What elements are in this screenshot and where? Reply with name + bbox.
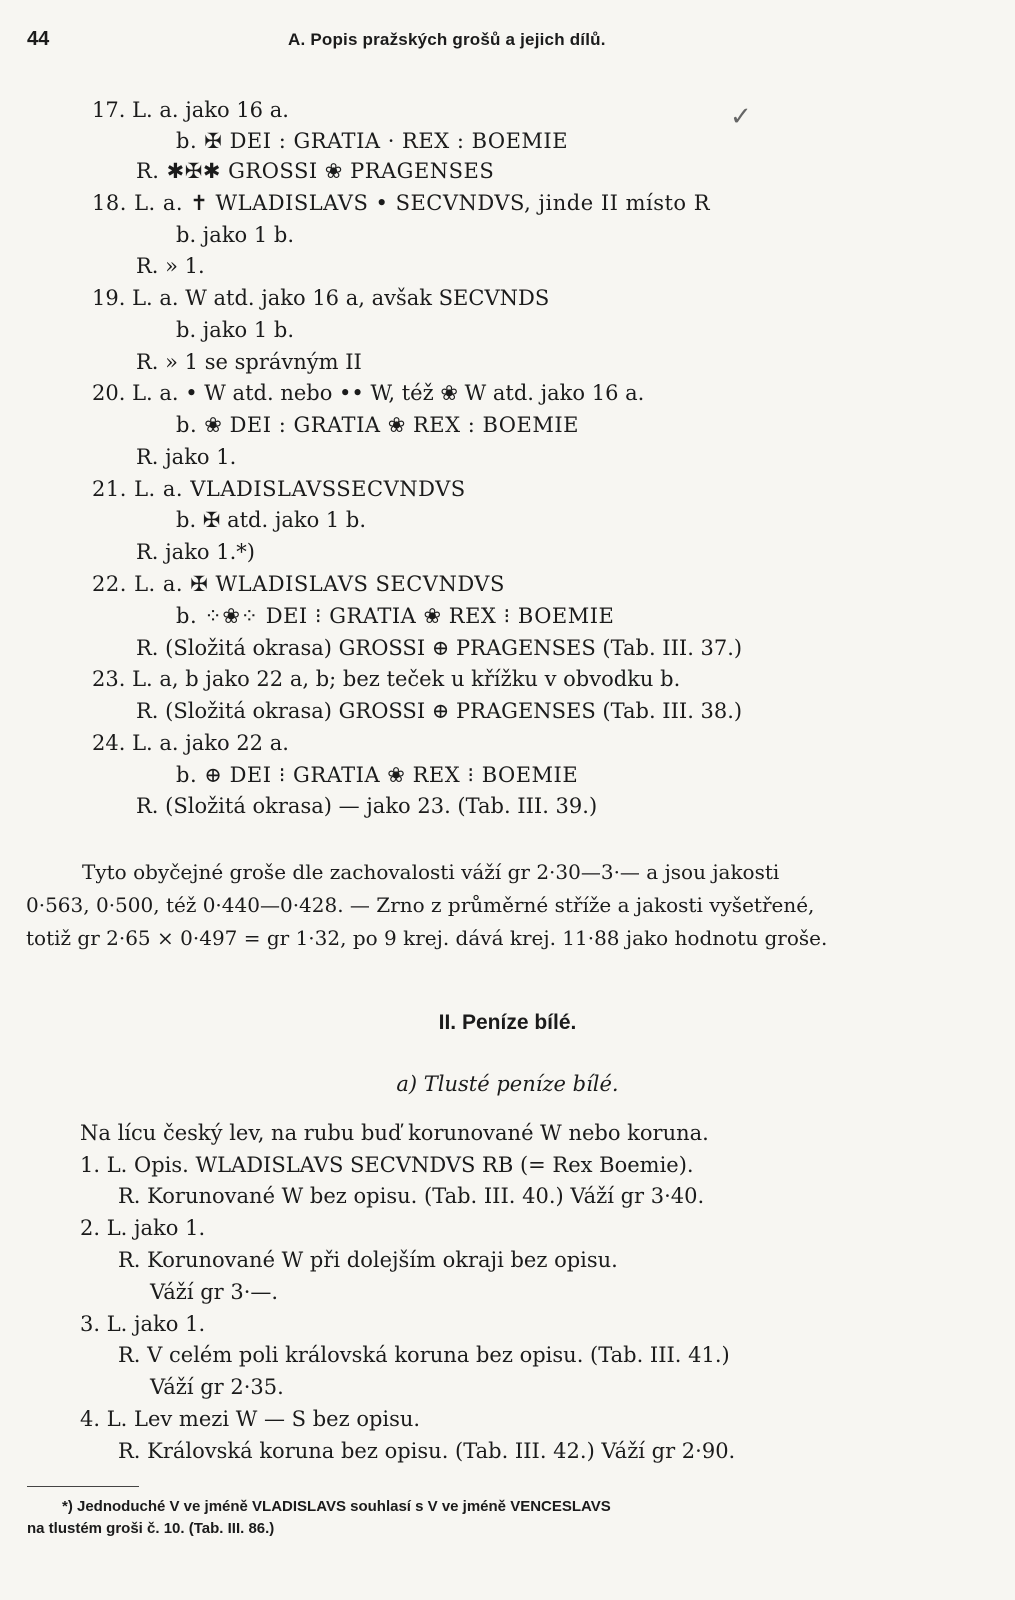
footnote-line: na tlustém groši č. 10. (Tab. III. 86.) — [27, 1520, 275, 1537]
body-line: 4. L. Lev mezi W — S bez opisu. — [80, 1407, 421, 1431]
page-number: 44 — [27, 28, 50, 50]
entry-line: R. (Složitá okrasa) GROSSI ⊕ PRAGENSES (Tab. III. 38.) — [136, 699, 743, 723]
entry-line: 19. L. a. W atd. jako 16 a, avšak SECVNDS — [92, 286, 550, 310]
entry-line: 21. L. a. VLADISLAVSSECVNDVS — [92, 477, 466, 501]
entry-line: 20. L. a. • W atd. nebo •• W, též ❀ W atd. jako 16 a. — [92, 381, 645, 405]
pencil-mark-icon: ✓ — [730, 102, 752, 132]
paragraph-line: 0·563, 0·500, též 0·440—0·428. — Zrno z průměrné stříže a jakosti vyšetřené, — [26, 893, 815, 917]
body-line: Váží gr 3·—. — [150, 1280, 279, 1304]
entry-line: 24. L. a. jako 22 a. — [92, 731, 289, 755]
paragraph-line: Tyto obyčejné groše dle zachovalosti váží gr 2·30—3·— a jsou jakosti — [82, 860, 780, 884]
body-line: R. Korunované W bez opisu. (Tab. III. 40.) Váží gr 3·40. — [118, 1184, 705, 1208]
entry-line: b. ✠ DEI : GRATIA · REX : BOEMIE — [176, 129, 569, 153]
entry-line: 18. L. a. ✝ WLADISLAVS • SECVNDVS, jinde II místo R — [92, 191, 711, 215]
entry-line: b. ⁘❀⁘ DEI ⁝ GRATIA ❀ REX ⁝ BOEMIE — [176, 604, 615, 628]
running-title: A. Popis pražských grošů a jejich dílů. — [288, 30, 606, 49]
footnote-line: *) Jednoduché V ve jméně VLADISLAVS souhlasí s V ve jméně VENCESLAVS — [62, 1498, 611, 1515]
entry-line: R. » 1. — [136, 254, 205, 278]
entry-line: b. jako 1 b. — [176, 318, 295, 342]
body-line: R. Korunované W při dolejším okraji bez opisu. — [118, 1248, 618, 1272]
entry-line: R. jako 1. — [136, 445, 237, 469]
entry-line: b. jako 1 b. — [176, 223, 295, 247]
entry-line: R. (Složitá okrasa) GROSSI ⊕ PRAGENSES (Tab. III. 37.) — [136, 636, 743, 660]
entry-line: R. jako 1.*) — [136, 540, 255, 564]
footnote-divider — [27, 1486, 139, 1487]
entry-line: b. ✠ atd. jako 1 b. — [176, 508, 367, 532]
subsection-title: a) Tlusté peníze bílé. — [396, 1072, 619, 1096]
entry-line: 22. L. a. ✠ WLADISLAVS SECVNDVS — [92, 572, 505, 596]
entry-line: 17. L. a. jako 16 a. — [92, 98, 289, 122]
entry-line: b. ❀ DEI : GRATIA ❀ REX : BOEMIE — [176, 413, 579, 437]
entry-line: R. » 1 se správným II — [136, 350, 362, 374]
entry-line: R. (Složitá okrasa) — jako 23. (Tab. III. 39.) — [136, 794, 598, 818]
body-line: Na lícu český lev, na rubu buď korunované W nebo koruna. — [80, 1121, 709, 1145]
body-line: 1. L. Opis. WLADISLAVS SECVNDVS RB (= Rex Boemie). — [80, 1153, 694, 1177]
section-title: II. Peníze bílé. — [438, 1011, 577, 1034]
entry-line: R. ✱✠✱ GROSSI ❀ PRAGENSES — [136, 159, 495, 183]
body-line: 2. L. jako 1. — [80, 1216, 206, 1240]
paragraph-line: totiž gr 2·65 × 0·497 = gr 1·32, po 9 krej. dává krej. 11·88 jako hodnotu groše. — [26, 926, 828, 950]
entry-line: 23. L. a, b jako 22 a, b; bez teček u křížku v obvodku b. — [92, 667, 681, 691]
body-line: 3. L. jako 1. — [80, 1312, 206, 1336]
body-line: R. V celém poli královská koruna bez opisu. (Tab. III. 41.) — [118, 1343, 730, 1367]
body-line: Váží gr 2·35. — [150, 1375, 284, 1399]
entry-line: b. ⊕ DEI ⁝ GRATIA ❀ REX ⁝ BOEMIE — [176, 763, 579, 787]
body-line: R. Královská koruna bez opisu. (Tab. III. 42.) Váží gr 2·90. — [118, 1439, 736, 1463]
